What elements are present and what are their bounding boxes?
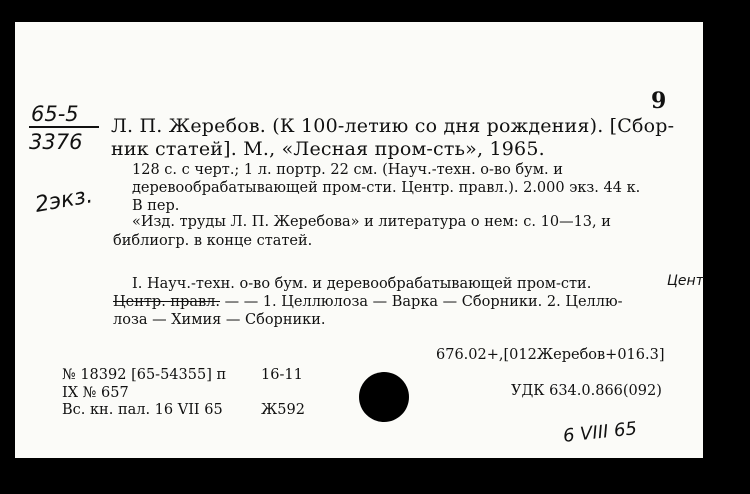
call-number-divider — [29, 126, 99, 128]
call-number-bottom: 3376 — [29, 130, 83, 154]
subject-hand-note: Цент — [667, 273, 704, 289]
record-line-1-code: 16-11 — [261, 367, 303, 383]
note-line-2: библиогр. в конце статей. — [113, 233, 313, 249]
record-line-3-code: Ж592 — [261, 402, 305, 418]
title-line-1: Л. П. Жеребов. (К 100-летию со дня рождения). [Сбор- — [111, 115, 675, 137]
desc-line-1: 128 с. с черт.; 1 л. портр. 22 см. (Науч.-техн. о-во бум. и — [132, 162, 563, 178]
record-line-1: № 18392 [65-54355] п — [62, 367, 227, 383]
copies-note: 2экз. — [33, 183, 95, 218]
udc-code: УДК 634.0.866(092) — [511, 383, 662, 399]
desc-line-3: В пер. — [132, 198, 180, 214]
card-number: 9 — [651, 88, 667, 114]
record-line-3: Вс. кн. пал. 16 VII 65 — [62, 402, 223, 418]
note-line-1: «Изд. труды Л. П. Жеребова» и литература о нем: с. 10—13, и — [132, 214, 611, 230]
punch-hole — [359, 372, 409, 422]
subject-line-2-text: — — 1. Целлюлоза — Варка — Сборники. 2. Целлю- — [220, 294, 623, 310]
call-number-top: 65-5 — [31, 102, 79, 126]
desc-line-2: деревообрабатывающей пром-сти. Центр. правл.). 2.000 экз. 44 к. — [132, 180, 641, 196]
subject-line-1: I. Науч.-техн. о-во бум. и деревообрабатывающей пром-сти. — [132, 276, 592, 292]
catalog-card — [15, 22, 703, 458]
subject-struck-text: Центр. правл. — [113, 294, 220, 310]
handwritten-footer: 6 VIII 65 — [562, 418, 638, 447]
classification: 676.02+,[012Жеребов+016.3] — [436, 347, 665, 363]
title-line-2: ник статей]. М., «Лесная пром-сть», 1965. — [111, 138, 545, 160]
record-line-2: IX № 657 — [62, 385, 129, 401]
subject-line-3: лоза — Химия — Сборники. — [113, 312, 326, 328]
subject-line-2 — [113, 295, 623, 310]
